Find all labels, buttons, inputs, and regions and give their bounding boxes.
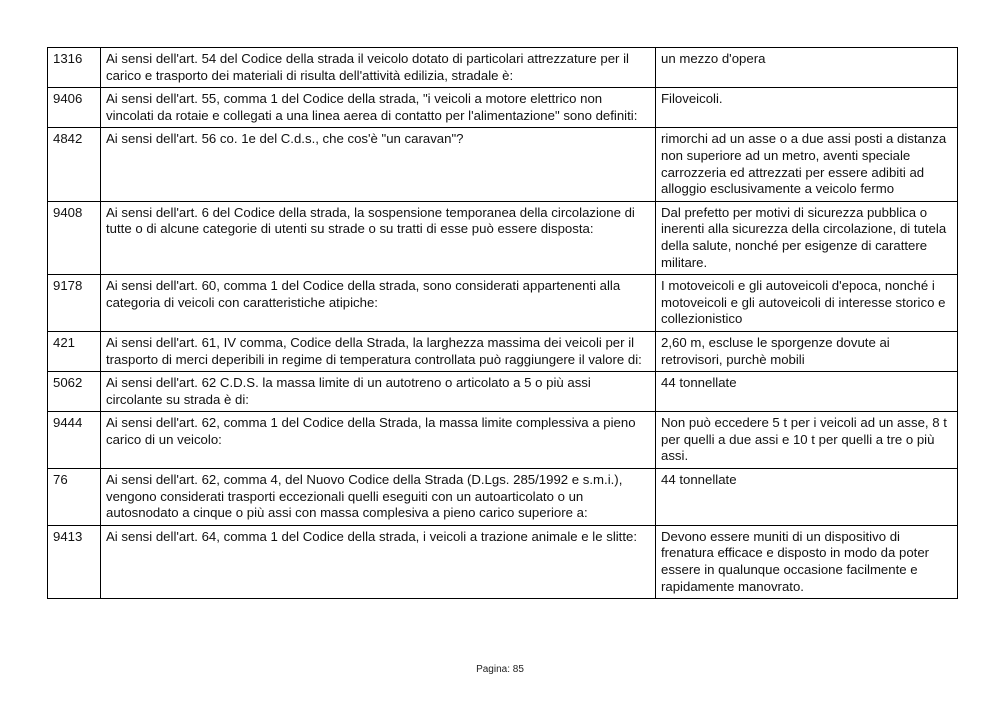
answer-text: Devono essere muniti di un dispositivo di frenatura efficace e disposto in modo da poter essere in qualunque occasione facilmente e rapidamente manovrato. xyxy=(656,525,958,598)
question-text: Ai sensi dell'art. 60, comma 1 del Codice della strada, sono considerati appartenenti alla categoria di veicoli con caratteristiche atipiche: xyxy=(101,275,656,332)
question-text: Ai sensi dell'art. 62, comma 1 del Codice della Strada, la massa limite complessiva a pieno carico di un veicolo: xyxy=(101,412,656,469)
question-text: Ai sensi dell'art. 62 C.D.S. la massa limite di un autotreno o articolato a 5 o più assi circolante su strada è di: xyxy=(101,372,656,412)
question-text: Ai sensi dell'art. 54 del Codice della strada il veicolo dotato di particolari attrezzature per il carico e trasporto dei materiali di risulta dell'attività edilizia, stradale è: xyxy=(101,48,656,88)
answer-text: Dal prefetto per motivi di sicurezza pubblica o inerenti alla sicurezza della circolazione, di tutela della salute, nonché per esigenze di carattere militare. xyxy=(656,201,958,274)
table-row xyxy=(48,331,958,371)
question-text: Ai sensi dell'art. 64, comma 1 del Codice della strada, i veicoli a trazione animale e le slitte: xyxy=(101,525,656,598)
table-row xyxy=(48,469,958,526)
answer-text: 44 tonnellate xyxy=(656,469,958,526)
questions-table xyxy=(47,47,958,599)
question-text: Ai sensi dell'art. 55, comma 1 del Codice della strada, "i veicoli a motore elettrico non vincolati da rotaie e collegati a una linea aerea di contatto per l'alimentazione" sono definiti: xyxy=(101,88,656,128)
question-id: 4842 xyxy=(48,128,101,201)
question-text: Ai sensi dell'art. 56 co. 1e del C.d.s., che cos'è "un caravan"? xyxy=(101,128,656,201)
table-row xyxy=(48,201,958,274)
table-row xyxy=(48,128,958,201)
question-text: Ai sensi dell'art. 61, IV comma, Codice della Strada, la larghezza massima dei veicoli per il trasporto di merci deperibili in regime di temperatura controllata può raggiungere il valore di: xyxy=(101,331,656,371)
table-row xyxy=(48,372,958,412)
answer-text: Non può eccedere 5 t per i veicoli ad un asse, 8 t per quelli a due assi e 10 t per quelli a tre o più assi. xyxy=(656,412,958,469)
question-id: 9406 xyxy=(48,88,101,128)
answer-text: un mezzo d'opera xyxy=(656,48,958,88)
answer-text: Filoveicoli. xyxy=(656,88,958,128)
table-row xyxy=(48,48,958,88)
answer-text: 2,60 m, escluse le sporgenze dovute ai retrovisori, purchè mobili xyxy=(656,331,958,371)
answer-text: I motoveicoli e gli autoveicoli d'epoca, nonché i motoveicoli e gli autoveicoli di interesse storico e collezionistico xyxy=(656,275,958,332)
table-row xyxy=(48,88,958,128)
answer-text: 44 tonnellate xyxy=(656,372,958,412)
answer-text: rimorchi ad un asse o a due assi posti a distanza non superiore ad un metro, aventi speciale carrozzeria ed attrezzati per essere adibiti ad alloggio esclusivamente a veicolo fermo xyxy=(656,128,958,201)
table-row xyxy=(48,412,958,469)
table-row xyxy=(48,275,958,332)
question-id: 9178 xyxy=(48,275,101,332)
question-id: 1316 xyxy=(48,48,101,88)
question-id: 5062 xyxy=(48,372,101,412)
question-id: 9444 xyxy=(48,412,101,469)
question-text: Ai sensi dell'art. 62, comma 4, del Nuovo Codice della Strada (D.Lgs. 285/1992 e s.m.i.), vengono considerati trasporti eccezionali quelli eseguiti con un autoarticolato o un autosnodato a cinque o più assi con massa complesiva a pieno carico superiore a: xyxy=(101,469,656,526)
page-number: Pagina: 85 xyxy=(476,664,524,675)
question-text: Ai sensi dell'art. 6 del Codice della strada, la sospensione temporanea della circolazione di tutte o di alcune categorie di utenti su strade o su tratti di esse può essere disposta: xyxy=(101,201,656,274)
question-id: 76 xyxy=(48,469,101,526)
question-id: 421 xyxy=(48,331,101,371)
table-row xyxy=(48,525,958,598)
question-id: 9408 xyxy=(48,201,101,274)
question-id: 9413 xyxy=(48,525,101,598)
